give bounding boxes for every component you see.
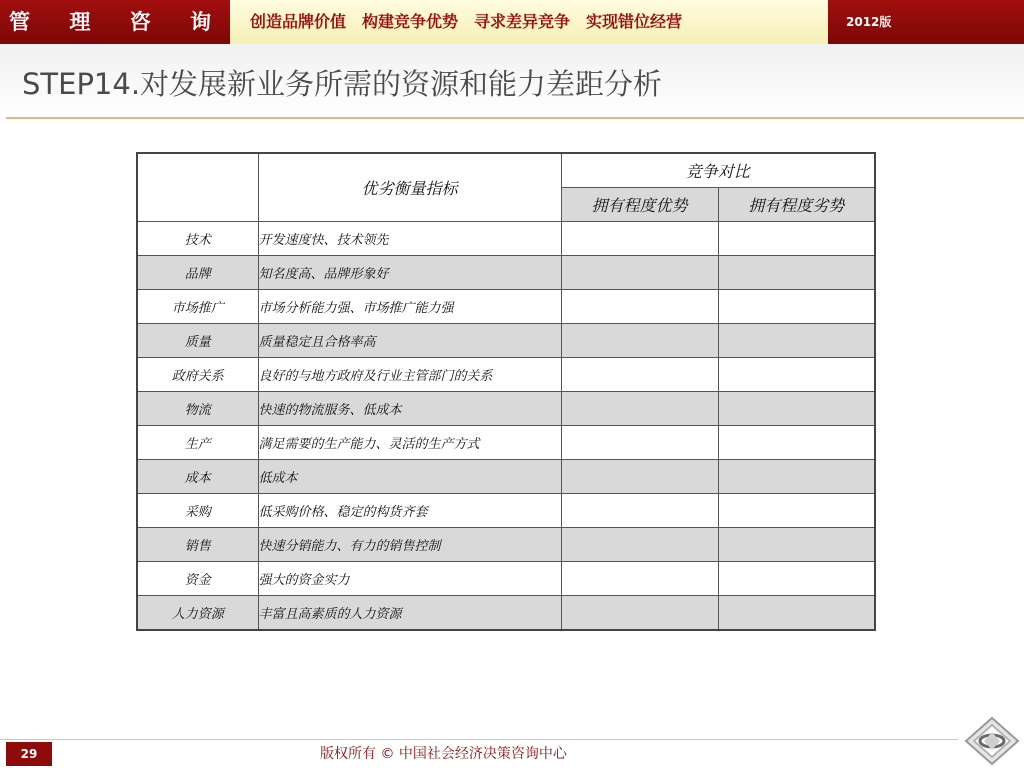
row-category: 品牌 [137, 256, 258, 290]
table-row [137, 358, 875, 392]
table-row [137, 460, 875, 494]
table-row [137, 324, 875, 358]
gap-analysis-table [136, 152, 876, 631]
row-disadvantage-cell [718, 562, 875, 596]
title-divider [6, 117, 1024, 119]
table-row [137, 562, 875, 596]
row-indicator: 质量稳定且合格率高 [258, 324, 561, 358]
table-row [137, 290, 875, 324]
row-advantage-cell [561, 392, 718, 426]
row-category: 技术 [137, 222, 258, 256]
header-advantage: 拥有程度优势 [561, 188, 718, 222]
row-advantage-cell [561, 596, 718, 631]
row-advantage-cell [561, 528, 718, 562]
header-disadvantage: 拥有程度劣势 [718, 188, 875, 222]
table-row [137, 596, 875, 631]
table-row [137, 528, 875, 562]
page-number: 29 [6, 742, 52, 766]
diamond-logo-icon [964, 716, 1020, 766]
header-blank-cell [137, 153, 258, 222]
row-category: 采购 [137, 494, 258, 528]
row-advantage-cell [561, 562, 718, 596]
row-disadvantage-cell [718, 222, 875, 256]
table-row [137, 256, 875, 290]
row-category: 物流 [137, 392, 258, 426]
row-indicator: 丰富且高素质的人力资源 [258, 596, 561, 631]
row-advantage-cell [561, 222, 718, 256]
row-indicator: 低成本 [258, 460, 561, 494]
slogan: 创造品牌价值 构建竞争优势 寻求差异竞争 实现错位经营 [230, 0, 828, 44]
row-disadvantage-cell [718, 256, 875, 290]
row-category: 政府关系 [137, 358, 258, 392]
row-category: 市场推广 [137, 290, 258, 324]
row-disadvantage-cell [718, 596, 875, 631]
table-row [137, 426, 875, 460]
row-category: 人力资源 [137, 596, 258, 631]
row-advantage-cell [561, 460, 718, 494]
row-indicator: 低采购价格、稳定的构货齐套 [258, 494, 561, 528]
row-category: 生产 [137, 426, 258, 460]
row-indicator: 知名度高、品牌形象好 [258, 256, 561, 290]
row-category: 销售 [137, 528, 258, 562]
header-competition: 竞争对比 [561, 153, 875, 188]
row-category: 成本 [137, 460, 258, 494]
row-advantage-cell [561, 324, 718, 358]
row-advantage-cell [561, 358, 718, 392]
brand-title: 管 理 咨 询 [9, 10, 227, 34]
edition-label: 2012版 [846, 15, 892, 29]
table-row [137, 494, 875, 528]
row-advantage-cell [561, 290, 718, 324]
row-disadvantage-cell [718, 358, 875, 392]
row-advantage-cell [561, 426, 718, 460]
footer-divider [0, 739, 958, 740]
copyright-text: 版权所有 © 中国社会经济决策咨询中心 [320, 746, 567, 762]
row-disadvantage-cell [718, 494, 875, 528]
table-body [137, 222, 875, 631]
row-indicator: 开发速度快、技术领先 [258, 222, 561, 256]
row-disadvantage-cell [718, 290, 875, 324]
table-row [137, 392, 875, 426]
row-indicator: 良好的与地方政府及行业主管部门的关系 [258, 358, 561, 392]
row-indicator: 满足需要的生产能力、灵活的生产方式 [258, 426, 561, 460]
page-title: STEP14.对发展新业务所需的资源和能力差距分析 [22, 67, 663, 101]
table-row [137, 222, 875, 256]
row-disadvantage-cell [718, 426, 875, 460]
row-indicator: 市场分析能力强、市场推广能力强 [258, 290, 561, 324]
row-disadvantage-cell [718, 324, 875, 358]
header-band [0, 0, 1024, 44]
row-disadvantage-cell [718, 392, 875, 426]
row-disadvantage-cell [718, 460, 875, 494]
row-category: 质量 [137, 324, 258, 358]
row-disadvantage-cell [718, 528, 875, 562]
row-indicator: 强大的资金实力 [258, 562, 561, 596]
row-advantage-cell [561, 256, 718, 290]
row-category: 资金 [137, 562, 258, 596]
row-indicator: 快速分销能力、有力的销售控制 [258, 528, 561, 562]
row-advantage-cell [561, 494, 718, 528]
header-indicator: 优劣衡量指标 [258, 153, 561, 222]
row-indicator: 快速的物流服务、低成本 [258, 392, 561, 426]
